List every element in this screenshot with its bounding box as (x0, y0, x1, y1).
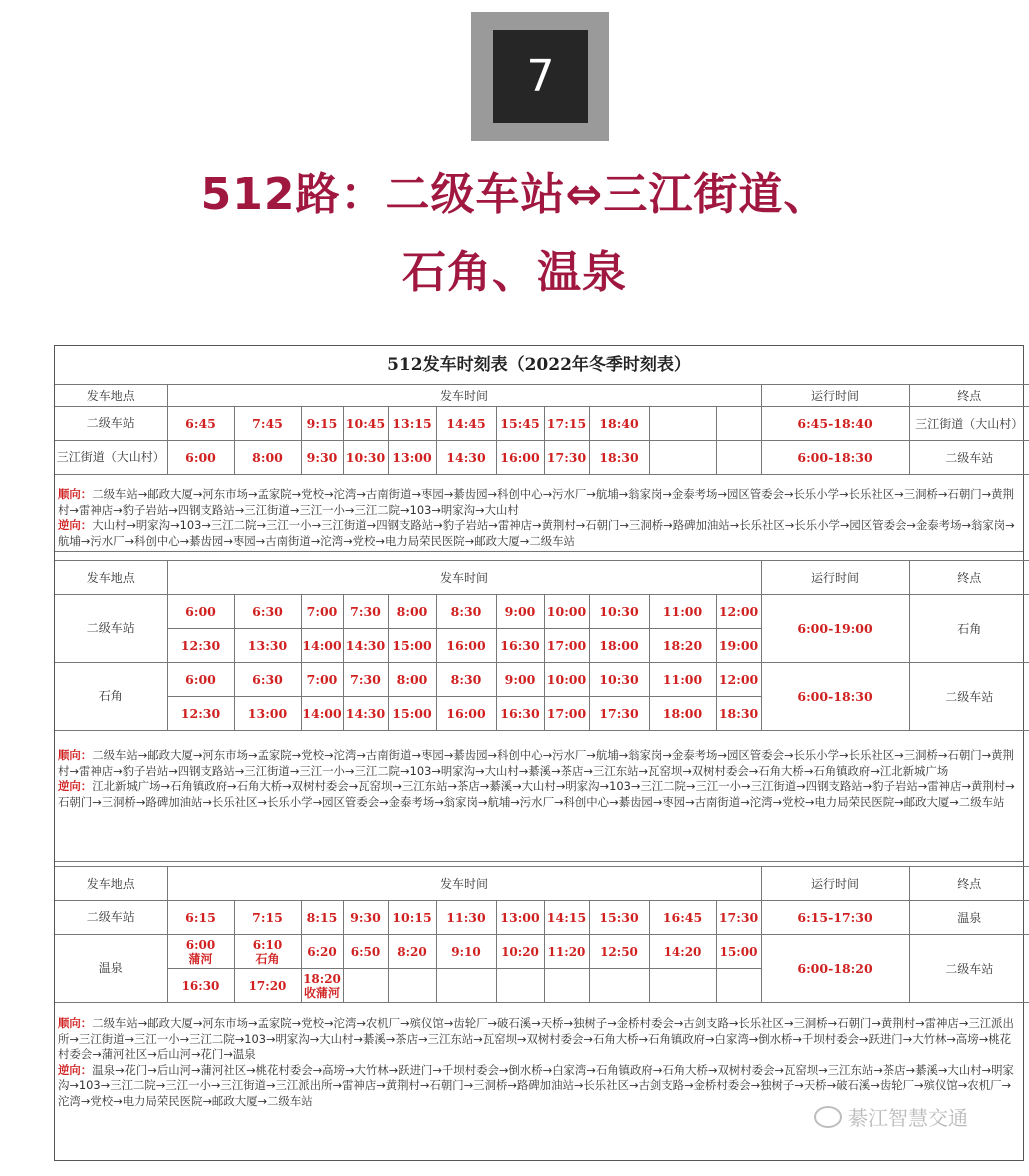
origin-cell: 温泉 (55, 935, 167, 1003)
departure-time: 12:30 (167, 697, 234, 731)
time-note: 石角 (255, 951, 280, 966)
header-hours: 运行时间 (761, 561, 909, 595)
reverse-route: 温泉→花门→后山河→蒲河社区→桃花村委会→高塝→大竹林→跃进门→千坝村委会→倒水桥→白家湾→石角镇政府→石角大桥→双树村委会→瓦窑坝→三江东站→茶店→綦溪→大山村→明家沟→103→三江二院→三江一小→三江街道→三江派出所→雷神店→黄荆村→石朝门→三洞桥→路碑加油站→长乐社区→古剑支路→金桥村委会→独树子→天桥→破石溪→齿轮厂→殡仪馆→农机厂→沱湾→党校→电力局荣民医院→邮政大厦→二级车站 (58, 1062, 1014, 1108)
departure-time: 8:00 (388, 663, 436, 697)
departure-time: 16:30 (496, 629, 544, 663)
departure-time: 9:00 (496, 663, 544, 697)
departure-time (649, 935, 716, 969)
header-origin: 发车地点 (55, 385, 167, 407)
departure-time: 13:00 (234, 697, 301, 731)
departure-time (301, 969, 343, 1003)
departure-time: 7:30 (343, 663, 388, 697)
departure-time: 17:30 (716, 901, 761, 935)
empty-cell (436, 969, 496, 1003)
time-value: 9:10 (451, 944, 481, 959)
reverse-label: 逆向： (58, 518, 93, 532)
departure-time: 10:30 (343, 441, 388, 475)
departure-time (234, 935, 301, 969)
departure-time (716, 407, 761, 441)
departure-time: 10:15 (388, 901, 436, 935)
departure-time: 14:45 (436, 407, 496, 441)
departure-time: 6:15 (167, 901, 234, 935)
departure-time: 14:00 (301, 697, 343, 731)
route-description-sanjiang (55, 474, 1023, 552)
departure-time: 7:00 (301, 595, 343, 629)
departure-time (388, 935, 436, 969)
departure-time (649, 407, 716, 441)
departure-time: 16:00 (436, 629, 496, 663)
departure-time: 7:00 (301, 663, 343, 697)
origin-cell: 二级车站 (55, 407, 167, 441)
departure-time: 6:45 (167, 407, 234, 441)
departure-time: 8:30 (436, 663, 496, 697)
terminus-cell: 温泉 (909, 901, 1029, 935)
empty-cell (589, 969, 649, 1003)
departure-time: 15:00 (388, 697, 436, 731)
forward-route: 二级车站→邮政大厦→河东市场→孟家院→党校→沱湾→农机厂→殡仪馆→齿轮厂→破石溪→天桥→独树子→金桥村委会→古剑支路→长乐社区→三洞桥→石朝门→黄荆村→雷神店→三江派出所→三江街道→三江一小→三江二院→103→明家沟→大山村→綦溪→茶店→三江东站→瓦窑坝→双树村委会→石角大桥→石角镇政府→白家湾→倒水桥→千坝村委会→跃进门→大竹林→高塝→桃花村委会→蒲河社区→后山河→花门→温泉 (58, 1016, 1014, 1061)
header-origin: 发车地点 (55, 561, 167, 595)
header-departures: 发车时间 (167, 385, 761, 407)
departure-time: 13:00 (388, 441, 436, 475)
timetable-caption: 512发车时刻表（2022年冬季时刻表） (55, 346, 1023, 385)
departure-time: 12:00 (716, 595, 761, 629)
watermark-text: 綦江智慧交通 (848, 1106, 968, 1130)
time-value: 6:20 (307, 944, 337, 959)
departure-time: 17:30 (589, 697, 649, 731)
departure-time (301, 935, 343, 969)
header-terminus: 终点 (909, 561, 1029, 595)
time-note: 收蒲河 (303, 985, 340, 1000)
departure-time: 18:20 (649, 629, 716, 663)
departure-time: 18:30 (716, 697, 761, 731)
reverse-label: 逆向： (58, 779, 93, 793)
departure-time: 16:00 (436, 697, 496, 731)
empty-cell (496, 969, 544, 1003)
departure-time: 17:30 (544, 441, 589, 475)
departure-time: 7:45 (234, 407, 301, 441)
empty-cell (343, 969, 388, 1003)
reverse-route: 大山村→明家沟→103→三江二院→三江一小→三江街道→四钢支路站→豹子岩站→雷神店→黄荆村→石朝门→三洞桥→路碑加油站→长乐社区→长乐小学→园区管委会→金泰考场→翁家岗→航埔→污水厂→科创中心→綦齿园→枣园→古南街道→沱湾→党校→电力局荣民医院→邮政大厦→二级车站 (58, 518, 1015, 548)
header-terminus: 终点 (909, 867, 1029, 901)
departure-time: 13:15 (388, 407, 436, 441)
empty-cell (388, 969, 436, 1003)
empty-cell (716, 969, 761, 1003)
time-value: 8:20 (397, 944, 427, 959)
departure-time: 15:00 (388, 629, 436, 663)
section-number-badge: 7 (493, 30, 588, 123)
time-value: 14:20 (663, 944, 702, 959)
terminus-cell: 石角 (909, 595, 1029, 663)
departure-time: 12:30 (167, 629, 234, 663)
departure-time: 13:30 (234, 629, 301, 663)
origin-cell: 三江街道（大山村） (55, 441, 167, 475)
terminus-cell: 二级车站 (909, 935, 1029, 1003)
departure-time: 14:00 (301, 629, 343, 663)
empty-cell (649, 969, 716, 1003)
time-value: 17:20 (248, 978, 287, 993)
departure-time: 11:00 (649, 663, 716, 697)
route-description-wenquan (55, 1001, 1023, 1161)
forward-route: 二级车站→邮政大厦→河东市场→孟家院→党校→沱湾→古南街道→枣园→綦齿园→科创中心→污水厂→航埔→翁家岗→金泰考场→园区管委会→长乐小学→长乐社区→三洞桥→石朝门→黄荆村→雷神店→豹子岩站→四钢支路站→三江街道→三江一小→三江二院→103→明家沟→大山村 (58, 487, 1014, 517)
time-value: 6:10 (252, 937, 283, 952)
departure-time: 12:00 (716, 663, 761, 697)
departure-time: 18:00 (589, 629, 649, 663)
departure-time (544, 935, 589, 969)
departure-time: 8:30 (436, 595, 496, 629)
departure-time: 16:30 (496, 697, 544, 731)
time-value: 16:30 (181, 978, 220, 993)
route-description-shijiao (55, 730, 1023, 862)
empty-cell (544, 969, 589, 1003)
forward-label: 顺向： (58, 748, 93, 762)
terminus-cell: 三江街道（大山村） (909, 407, 1029, 441)
departure-time: 9:15 (301, 407, 343, 441)
departure-time: 19:00 (716, 629, 761, 663)
departure-time: 16:45 (649, 901, 716, 935)
time-value: 6:50 (350, 944, 381, 959)
terminus-cell: 二级车站 (909, 663, 1029, 731)
operating-hours: 6:00-18:30 (761, 441, 909, 475)
time-note: 蒲河 (188, 951, 213, 966)
departure-time (167, 935, 234, 969)
timetable-section-shijiao (55, 560, 1029, 731)
departure-time: 7:15 (234, 901, 301, 935)
departure-time: 14:30 (343, 697, 388, 731)
departure-time: 11:00 (649, 595, 716, 629)
departure-time: 10:00 (544, 663, 589, 697)
time-value: 12:50 (600, 944, 638, 959)
departure-time (649, 441, 716, 475)
departure-time: 6:30 (234, 595, 301, 629)
header-hours: 运行时间 (761, 867, 909, 901)
header-hours: 运行时间 (761, 385, 909, 407)
departure-time: 9:30 (343, 901, 388, 935)
departure-time: 9:00 (496, 595, 544, 629)
departure-time: 7:30 (343, 595, 388, 629)
timetable (54, 345, 1024, 1161)
departure-time (167, 969, 234, 1003)
watermark (814, 1102, 968, 1131)
terminus-cell: 二级车站 (909, 441, 1029, 475)
origin-cell: 石角 (55, 663, 167, 731)
wechat-icon (814, 1106, 842, 1128)
departure-time: 15:30 (589, 901, 649, 935)
departure-time (496, 935, 544, 969)
header-terminus: 终点 (909, 385, 1029, 407)
departure-time: 10:30 (589, 663, 649, 697)
route-title-line2: 石角、温泉 (402, 247, 627, 298)
departure-time: 18:40 (589, 407, 649, 441)
operating-hours: 6:15-17:30 (761, 901, 909, 935)
forward-route: 二级车站→邮政大厦→河东市场→孟家院→党校→沱湾→古南街道→枣园→綦齿园→科创中心→污水厂→航埔→翁家岗→金泰考场→园区管委会→长乐小学→长乐社区→三洞桥→石朝门→黄荆村→雷神店→豹子岩站→四钢支路站→三江街道→三江一小→三江二院→103→明家沟→大山村→綦溪→茶店→三江东站→瓦窑坝→双树村委会→石角大桥→石角镇政府→江北新城广场 (58, 748, 1014, 778)
departure-time (436, 935, 496, 969)
reverse-route: 江北新城广场→石角镇政府→石角大桥→双树村委会→瓦窑坝→三江东站→茶店→綦溪→大山村→明家沟→103→三江二院→三江一小→三江街道→四钢支路站→豹子岩站→雷神店→黄荆村→石朝门→三洞桥→路碑加油站→长乐社区→长乐小学→园区管委会→金泰考场→翁家岗→航埔→污水厂→科创中心→綦齿园→枣园→古南街道→沱湾→党校→电力局荣民医院→邮政大厦→二级车站 (58, 779, 1015, 809)
departure-time: 17:15 (544, 407, 589, 441)
timetable-section-sanjiang (55, 384, 1029, 475)
departure-time: 10:45 (343, 407, 388, 441)
header-origin: 发车地点 (55, 867, 167, 901)
departure-time: 14:30 (436, 441, 496, 475)
operating-hours: 6:45-18:40 (761, 407, 909, 441)
operating-hours: 6:00-19:00 (761, 595, 909, 663)
origin-cell: 二级车站 (55, 595, 167, 663)
departure-time: 8:15 (301, 901, 343, 935)
departure-time (234, 969, 301, 1003)
departure-time: 15:45 (496, 407, 544, 441)
reverse-label: 逆向： (58, 1062, 93, 1077)
departure-time: 10:30 (589, 595, 649, 629)
departure-time: 8:00 (388, 595, 436, 629)
departure-time (716, 441, 761, 475)
route-title: 512路：二级车站⇔三江街道、 (200, 169, 829, 220)
departure-time: 6:00 (167, 595, 234, 629)
departure-time: 17:00 (544, 697, 589, 731)
departure-time: 13:00 (496, 901, 544, 935)
departure-time: 14:15 (544, 901, 589, 935)
departure-time (589, 935, 649, 969)
operating-hours: 6:00-18:20 (761, 935, 909, 1003)
time-value: 18:20 (303, 971, 341, 986)
time-value: 6:00 (185, 937, 216, 952)
time-value: 10:20 (501, 944, 539, 959)
departure-time: 16:00 (496, 441, 544, 475)
departure-time (716, 935, 761, 969)
departure-time: 11:30 (436, 901, 496, 935)
time-value: 11:20 (547, 944, 586, 959)
departure-time (343, 935, 388, 969)
time-value: 15:00 (719, 944, 758, 959)
departure-time: 6:00 (167, 441, 234, 475)
timetable-section-wenquan (55, 866, 1029, 1003)
operating-hours: 6:00-18:30 (761, 663, 909, 731)
departure-time: 6:30 (234, 663, 301, 697)
forward-label: 顺向： (58, 1016, 93, 1030)
departure-time: 6:00 (167, 663, 234, 697)
departure-time: 18:00 (649, 697, 716, 731)
header-departures: 发车时间 (167, 561, 761, 595)
departure-time: 9:30 (301, 441, 343, 475)
departure-time: 10:00 (544, 595, 589, 629)
forward-label: 顺向： (58, 487, 93, 501)
departure-time: 17:00 (544, 629, 589, 663)
origin-cell: 二级车站 (55, 901, 167, 935)
departure-time: 8:00 (234, 441, 301, 475)
departure-time: 18:30 (589, 441, 649, 475)
departure-time: 14:30 (343, 629, 388, 663)
header-departures: 发车时间 (167, 867, 761, 901)
